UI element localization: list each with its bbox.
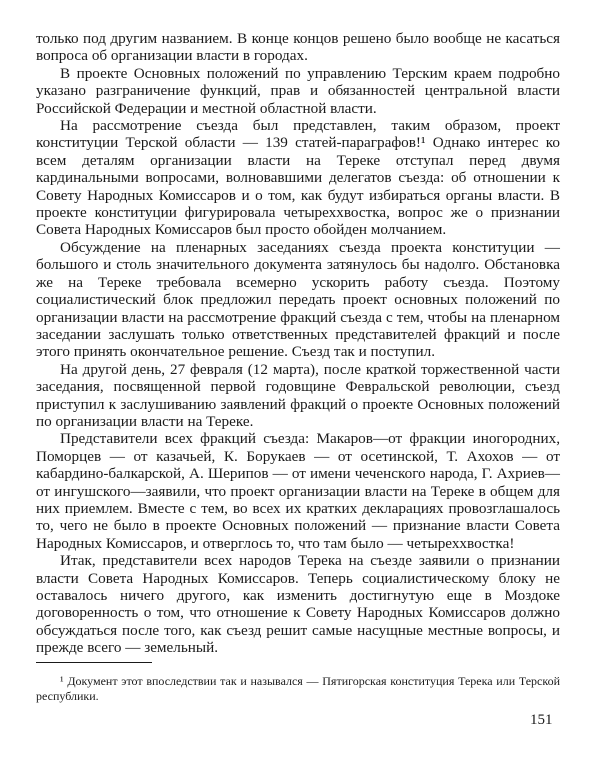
paragraph-3: На рассмотрение съезда был представлен, таким образом, проект конституции Терской области — 139 статей-параграфов!¹ Однако интерес ко всем деталям организации власти на Тереке отступал перед двумя кардинальными вопросами, волновавшими делегатов съезда: об отношении к Совету Народных Комиссаров и о том, как будут избираться органы власти. В проекте конституции фигурировала четыреххвостка, вопрос же о признании Совета Народных Комиссаров был просто обойден молчанием. (36, 117, 560, 239)
footnote: ¹ Документ этот впоследствии так и назывался — Пятигорская конституция Терека или Терской республики. (36, 674, 560, 703)
paragraph-6: Представители всех фракций съезда: Макаров—от фракции иногородних, Поморцев — от казачьей, К. Борукаев — от осетинской, Т. Ахохов — от кабардино-балкарской, А. Шерипов — от имени чеченского народа, Г. Ахриев—от ингушского—заявили, что проект организации власти на Тереке в общем для них приемлем. Вместе с тем, во всех их кратких декларациях провозглашалось то, чего не было в проекте Основных положений — признание власти Совета Народных Комиссаров, и отверглось то, что там было — четыреххвостка! (36, 430, 560, 552)
paragraph-4: Обсуждение на пленарных заседаниях съезда проекта конституции — большого и столь значительного документа затянулось бы надолго. Обстановка же на Тереке требовала всемерно ускорить работу съезда. Поэтому социалистический блок предложил передать проект основных положений по организации власти на рассмотрение фракций съезда с тем, чтобы на пленарном заседании заслушать только ответственных представителей фракций и после этого принять окончательное решение. Съезд так и поступил. (36, 238, 560, 361)
page-number: 151 (530, 712, 553, 728)
page-body (36, 30, 560, 657)
paragraph-1: только под другим названием. В конце концов решено было вообще не касаться вопроса об организации власти в городах. (36, 30, 560, 65)
paragraph-2: В проекте Основных положений по управлению Терским краем подробно указано разграничение функций, прав и обязанностей центральной власти Российской Федерации и местной областной власти. (36, 64, 560, 117)
paragraph-5: На другой день, 27 февраля (12 марта), после краткой торжественной части заседания, посвященной первой годовщине Февральской революции, съезд приступил к заслушиванию заявлений фракций о проекте Основных положений по организации власти на Тереке. (36, 360, 560, 430)
footnote-divider (36, 662, 152, 663)
paragraph-7: Итак, представители всех народов Терека на съезде заявили о признании власти Совета Народных Комиссаров. Теперь социалистическому блоку не оставалось ничего другого, как изменить достигнутую еще в Моздоке договоренность о том, что отношение к Совету Народных Комиссаров должно обсуждаться после того, как съезд решит самые насущные местные вопросы, и прежде всего — земельный. (36, 552, 560, 657)
